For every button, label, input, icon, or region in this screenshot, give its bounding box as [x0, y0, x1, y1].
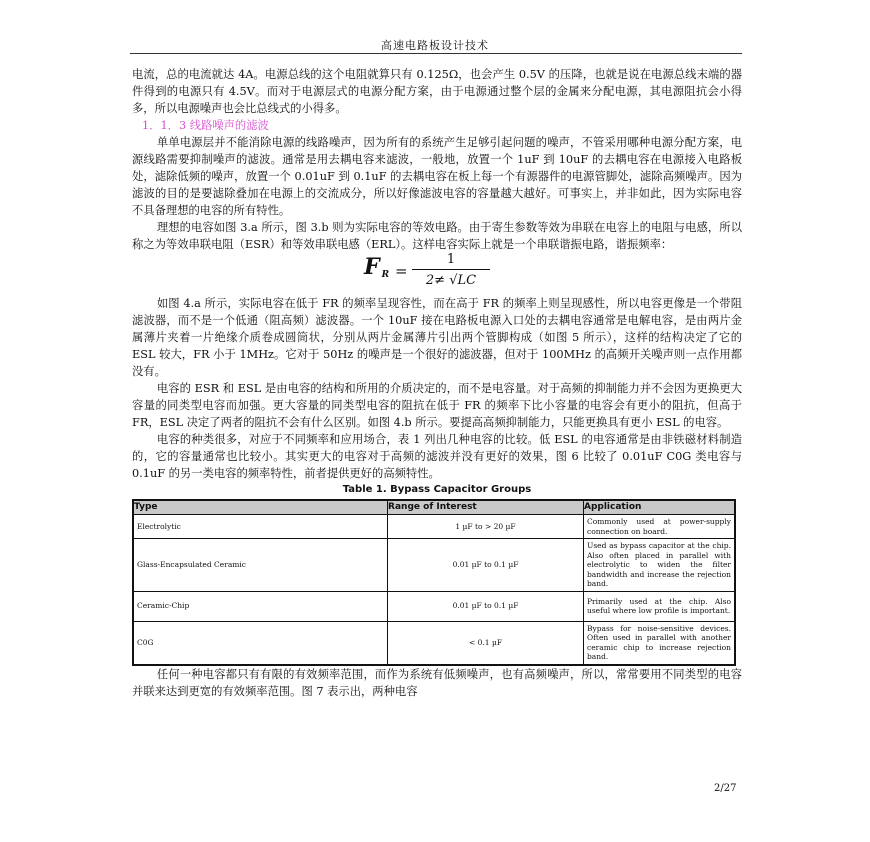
- header-rule: [130, 53, 742, 54]
- bypass-capacitor-table: [132, 499, 736, 666]
- page-header: 高速电路板设计技术: [381, 39, 489, 52]
- cell-application: Bypass for noise-sensitive devices. Often used in parallel with another ceramic chip to increase rejection band.: [584, 621, 736, 665]
- table-row: [133, 515, 735, 539]
- resonance-formula: [132, 253, 742, 295]
- cell-application: Used as bypass capacitor at the chip. Also often placed in parallel with electrolytic to widen the filter bandwidth and increase the rejection band.: [584, 539, 736, 592]
- cell-range: < 0.1 µF: [388, 621, 584, 665]
- page-number: 2/27: [714, 783, 737, 794]
- formula-fraction: [412, 251, 490, 289]
- paragraph: 电流，总的电流就达 4A。电源总线的这个电阻就算只有 0.125Ω，也会产生 0.5V 的压降，也就是说在电源总线末端的器件得到的电源只有 4.5V。而对于电源层式的电源分配方案，由于电源通过整个层的金属来分配电源，其电源阻抗会小得多，所以电源噪声也会比总线式的小得多。: [132, 68, 742, 115]
- section-heading: 1．1．3 线路噪声的滤波: [142, 119, 269, 132]
- formula-numerator: 1: [412, 251, 490, 270]
- column-header: Application: [584, 500, 736, 515]
- paragraph: 理想的电容如图 3.a 所示，图 3.b 则为实际电容的等效电路。由于寄生参数等效为串联在电容上的电阻与电感，所以称之为等效串联电阻（ESR）和等效串联电感（ERL）。这样电容实际上就是一个串联谐振电路，谐振频率：: [132, 221, 742, 251]
- cell-range: 0.01 µF to 0.1 µF: [388, 591, 584, 621]
- cell-range: 1 µF to > 20 µF: [388, 515, 584, 539]
- formula-equals: =: [395, 262, 408, 280]
- cell-type: Electrolytic: [133, 515, 388, 539]
- paragraph: 单单电源层并不能消除电源的线路噪声，因为所有的系统产生足够引起问题的噪声，不管采用哪种电源分配方案，电源线路需要抑制噪声的滤波。通常是用去耦电容来滤波，一般地，放置一个 1uF 到 10uF 的去耦电容在电源接入电路板处，滤除低频的噪声，放置一个 0.01uF 到 0.1uF 的去耦电容在板上每一个有源器件的电源管脚处，滤除高频噪声。因为滤波的目的是要滤除叠加在电源上的交流成分，所以好像滤波电容的容量越大越好。可事实上，并非如此，因为实际电容不具备理想的电容的所有特性。: [132, 136, 742, 217]
- cell-application: Primarily used at the chip. Also useful where low profile is important.: [584, 591, 736, 621]
- cell-range: 0.01 µF to 0.1 µF: [388, 539, 584, 592]
- cell-type: Ceramic-Chip: [133, 591, 388, 621]
- paragraph: 任何一种电容都只有有限的有效频率范围，而作为系统有低频噪声，也有高频噪声，所以，常常要用不同类型的电容并联来达到更宽的有效频率范围。图 7 表示出，两种电容: [132, 667, 742, 698]
- cell-application: Commonly used at power-supply connection on board.: [584, 515, 736, 539]
- formula-denominator: 2≠ √LC: [425, 273, 477, 288]
- formula-lhs: F $_R$: [364, 254, 390, 280]
- formula-subscript: R: [381, 270, 390, 280]
- table-row: [133, 621, 735, 665]
- cell-type: Glass-Encapsulated Ceramic: [133, 539, 388, 592]
- paragraph: 如图 4.a 所示，实际电容在低于 FR 的频率呈现容性，而在高于 FR 的频率上则呈现感性，所以电容更像是一个带阻滤波器，而不是一个低通（阻高频）滤波器。一个 10uF 接在电路板电源入口处的去耦电容通常是电解电容，是由两片金属薄片夹着一片绝缘介质卷成圆筒状，分别从两片金属薄片引出两个管脚构成（如图 5 所示），这样的结构决定了它的 ESL 较大，FR 小于 1MHz。它对于 50Hz 的噪声是一个很好的滤波器，但对于 100MHz 的高频开关噪声则一点作用都没有。: [132, 297, 742, 378]
- paragraph: 电容的 ESR 和 ESL 是由电容的结构和所用的介质决定的，而不是电容量。对于高频的抑制能力并不会因为更换更大容量的同类型电容而加强。更大容量的同类型电容的阻抗在低于 FR 的频率下比小容量的电容会有更小的阻抗，但高于 FR，ESL 决定了两者的阻抗不会有什么区别。如图 4.b 所示。要提高高频抑制能力，只能更换具有更小 ESL 的电容。: [132, 382, 742, 429]
- table-row: [133, 591, 735, 621]
- table-header-row: [133, 500, 735, 515]
- paragraph: 电容的种类很多，对应于不同频率和应用场合，表 1 列出几种电容的比较。低 ESL 的电容通常是由非铁磁材料制造的，它的容量通常也比较小。其实更大的电容对于高频的滤波并没有更好的效果，图 6 比较了 0.01uF C0G 类电容与 0.1uF 的另一类电容的频率特性，前者提供更好的高频特性。: [132, 433, 742, 480]
- column-header: Type: [133, 500, 388, 515]
- column-header: Range of Interest: [388, 500, 584, 515]
- cell-type: C0G: [133, 621, 388, 665]
- table-row: [133, 539, 735, 592]
- page-content: [132, 66, 742, 700]
- table-caption: Table 1. Bypass Capacitor Groups: [342, 484, 532, 495]
